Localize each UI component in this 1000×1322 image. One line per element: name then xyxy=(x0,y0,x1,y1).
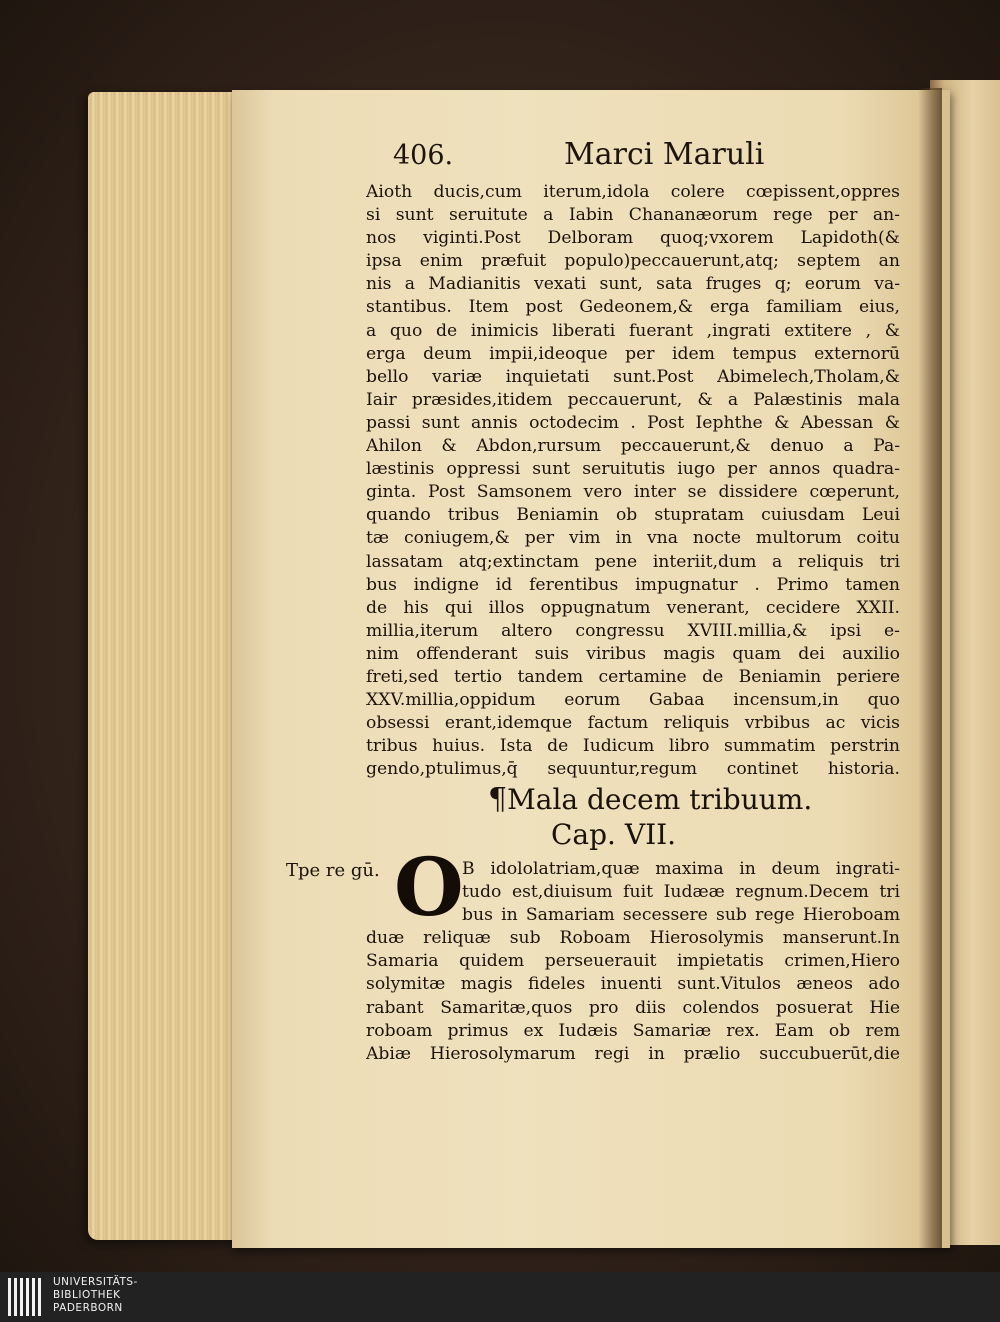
text-line: erga deum impii,ideoque per idem tempus externorū xyxy=(366,343,900,364)
text-line: tribus huius. Ista de Iudicum libro summatim perstrin xyxy=(366,736,900,757)
text-line: passi sunt annis octodecim . Post Iephthe & Abessan & xyxy=(366,412,900,433)
text-line: rabant Samaritæ,quos pro diis colendos posuerat Hie xyxy=(366,997,900,1018)
text-line: duæ reliquæ sub Roboam Hierosolymis manserunt.In xyxy=(366,928,900,949)
text-line: freti,sed tertio tandem certamine de Beniamin periere xyxy=(366,666,900,687)
text-line: lassatam atq;extinctam pene interiit,dum a reliquis tri xyxy=(366,551,900,572)
text-line: nos viginti.Post Delboram quoq;vxorem Lapidoth(& xyxy=(366,228,900,249)
text-line: tudo est,diuisum fuit Iudææ regnum.Decem tri xyxy=(462,882,900,903)
section-heading xyxy=(488,782,818,817)
text-line: Ahilon & Abdon,rursum peccauerunt,& denuo a Pa- xyxy=(366,436,900,457)
pilcrow-mark: ¶ xyxy=(488,782,508,817)
running-head: Marci Maruli xyxy=(564,137,765,172)
text-line: Aioth ducis,cum iterum,idola colere cœpissent,oppres xyxy=(366,182,900,202)
library-name-line-1: UNIVERSITÄTS- xyxy=(53,1276,138,1288)
text-line: a quo de inimicis liberati fuerant ,ingrati extitere , & xyxy=(366,320,900,341)
text-line: Samaria quidem perseuerauit impietatis crimen,Hiero xyxy=(366,951,900,972)
page-number: 406. xyxy=(393,140,454,171)
text-line: XXV.millia,oppidum eorum Gabaa incensum,in quo xyxy=(366,690,900,711)
library-footer xyxy=(0,1272,1000,1322)
text-line: quando tribus Beniamin ob stupratam cuiusdam Leui xyxy=(366,505,900,526)
drop-cap-initial: O xyxy=(394,840,464,934)
text-line: ipsa enim præfuit populo)peccauerunt,atq; septem an xyxy=(366,251,900,272)
library-logo-icon xyxy=(8,1278,46,1316)
body-text-block-2 xyxy=(366,858,900,1066)
library-name xyxy=(53,1276,138,1315)
text-line: bus indigne id ferentibus impugnatur . Primo tamen xyxy=(366,574,900,595)
text-line: solymitæ magis fideles inuenti sunt.Vitulos æneos ado xyxy=(366,974,900,995)
text-line: roboam primus ex Iudæis Samariæ rex. Eam ob rem xyxy=(366,1020,900,1041)
text-line: B idololatriam,quæ maxima in deum ingrati- xyxy=(462,859,900,879)
gutter-shadow xyxy=(918,88,942,1248)
margin-note: Tpe re gū. xyxy=(286,860,380,881)
text-line: læstinis oppressi sunt seruitutis iugo per annos quadra- xyxy=(366,459,900,480)
text-line: ginta. Post Samsonem vero inter se dissidere cœperunt, xyxy=(366,482,900,503)
text-line: obsessi erant,idemque factum reliquis vrbibus ac vicis xyxy=(366,713,900,734)
text-line: bus in Samariam secessere sub rege Hieroboam xyxy=(462,905,900,926)
library-name-line-3: PADERBORN xyxy=(53,1302,123,1314)
text-line: Abiæ Hierosolymarum regi in prælio succubuerūt,die xyxy=(366,1043,900,1064)
text-line: gendo,ptulimus,q̄ sequuntur,regum continet historia. xyxy=(366,759,900,780)
section-heading-text: Mala decem tribuum. xyxy=(507,783,813,816)
text-line: stantibus. Item post Gedeonem,& erga familiam eius, xyxy=(366,297,900,318)
text-line: de his qui illos oppugnatum venerant, cecidere XXII. xyxy=(366,597,900,618)
text-line: nis a Madianitis vexati sunt, sata fruges q; eorum va- xyxy=(366,274,900,295)
text-line: Iair præsides,itidem peccauerunt, & a Palæstinis mala xyxy=(366,389,900,410)
text-line: tæ coniugem,& per vim in vna nocte multorum coitu xyxy=(366,528,900,549)
text-line: si sunt seruitute a Iabin Chananæorum rege per an- xyxy=(366,205,900,226)
body-text-block-1 xyxy=(366,181,900,781)
page-block-edges xyxy=(88,92,248,1240)
text-line: bello variæ inquietati sunt.Post Abimelech,Tholam,& xyxy=(366,366,900,387)
chapter-number: Cap. VII. xyxy=(551,818,677,851)
text-line: nim offenderant suis viribus magis quam dei auxilio xyxy=(366,643,900,664)
library-name-line-2: BIBLIOTHEK xyxy=(53,1289,121,1301)
text-line: millia,iterum altero congressu XVIII.millia,& ipsi e- xyxy=(366,620,900,641)
